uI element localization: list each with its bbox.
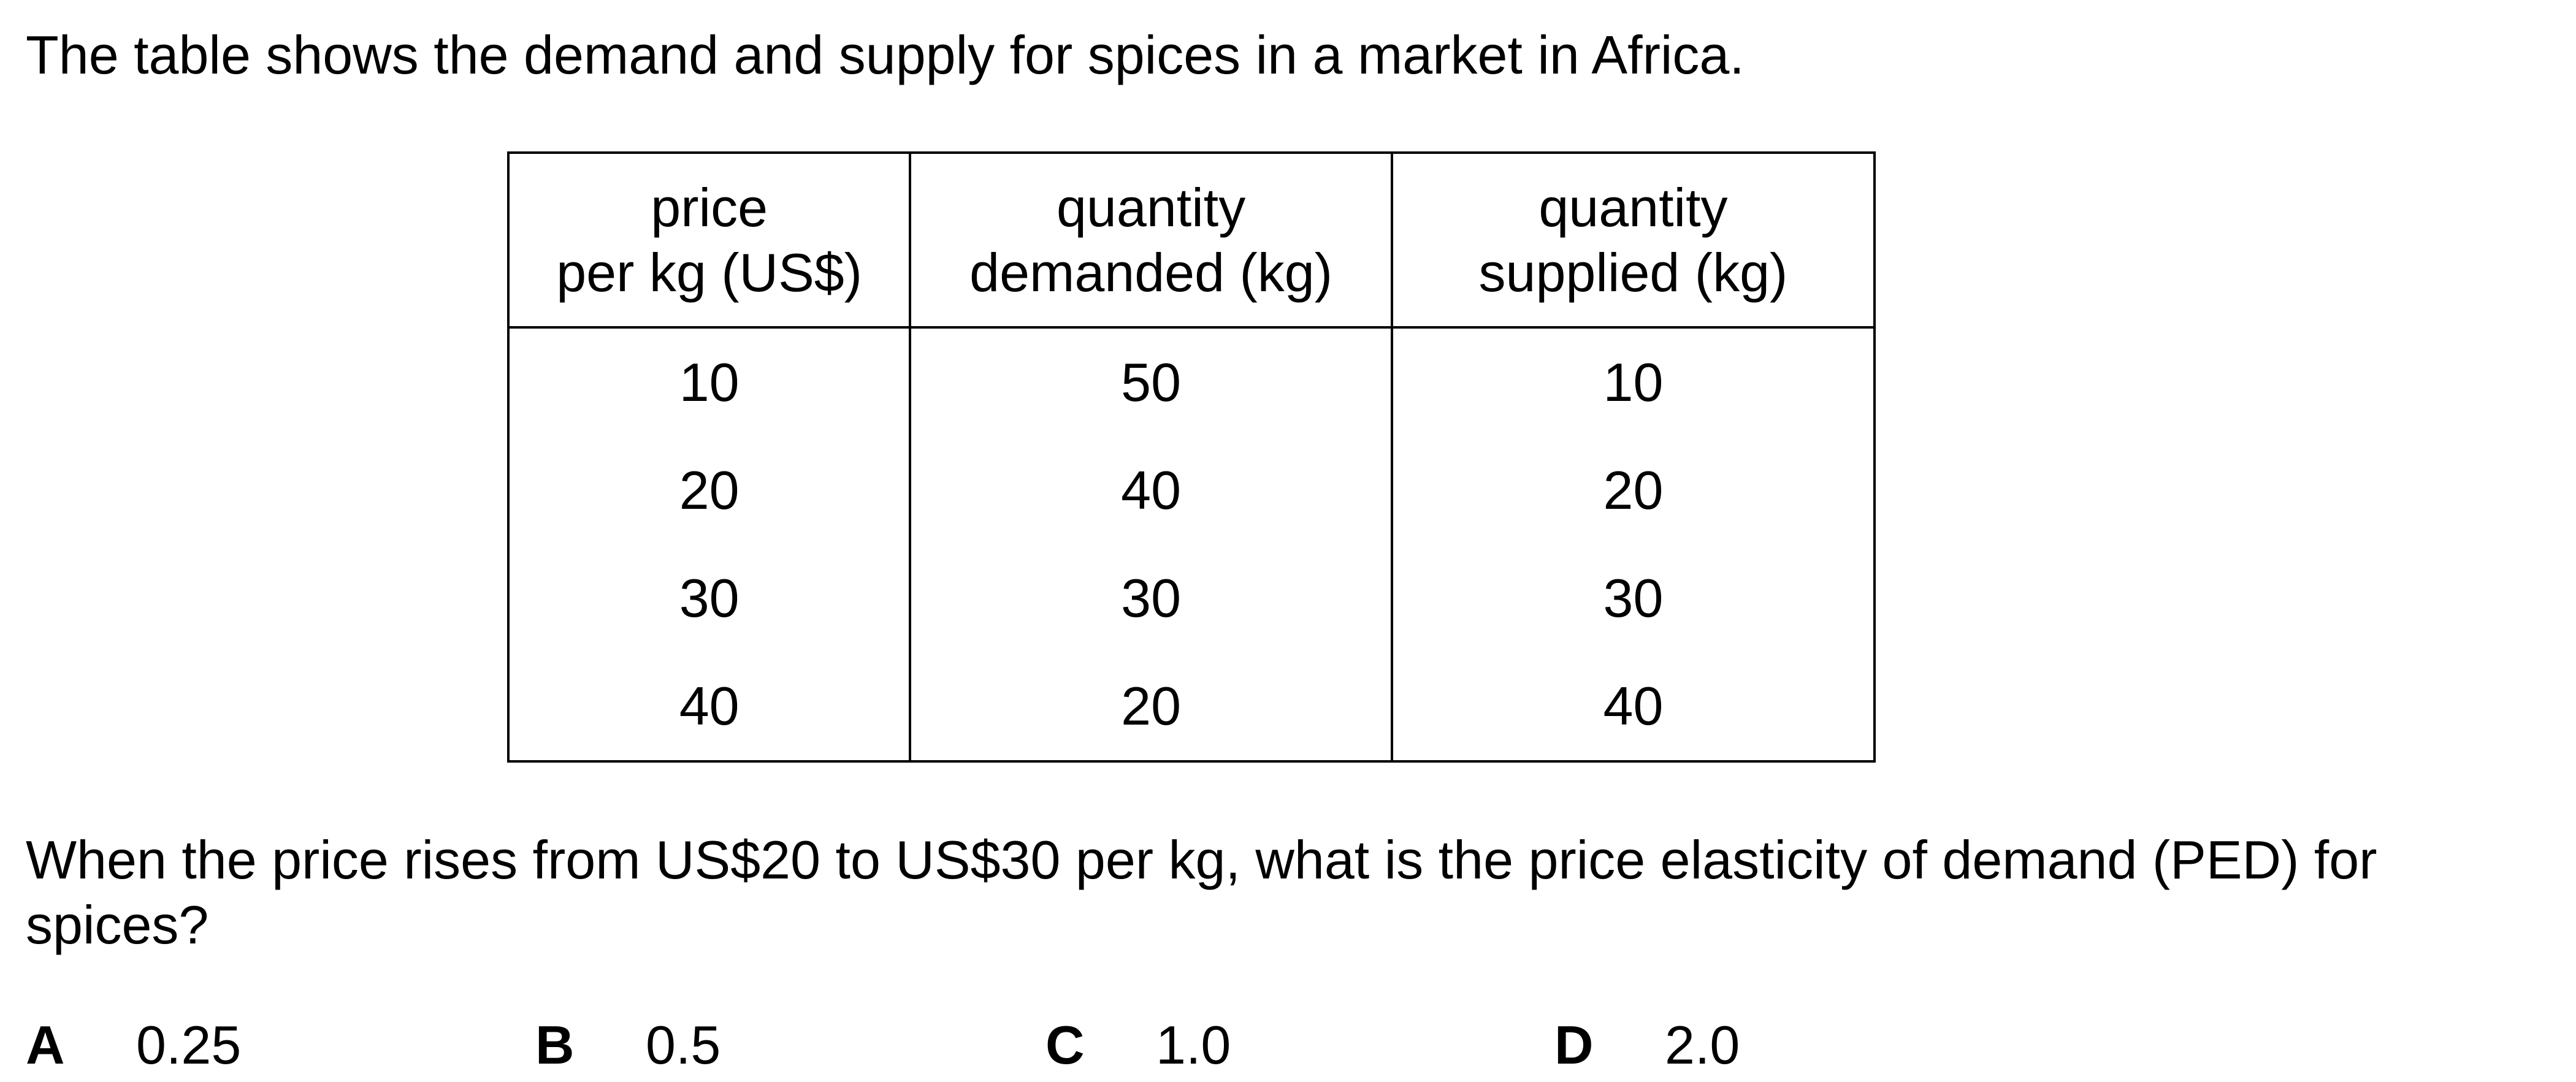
option-c-letter: C <box>1045 1015 1085 1075</box>
question-text: When the price rises from US$20 to US$30 per kg, what is the price elasticity of demand (PED) for spices? <box>26 829 2377 955</box>
header-quantity-demanded <box>910 153 1392 327</box>
demand-supply-table <box>507 151 1876 763</box>
option-d-letter: D <box>1554 1015 1594 1075</box>
cell-demanded: 40 <box>910 436 1392 544</box>
option-d[interactable] <box>1554 1015 1740 1076</box>
option-a-letter: A <box>26 1015 65 1075</box>
header-price <box>508 153 910 327</box>
header-price-line2: per kg (US$) <box>556 242 863 303</box>
header-supplied-line2: supplied (kg) <box>1478 242 1788 303</box>
cell-demanded: 30 <box>910 544 1392 652</box>
cell-demanded: 50 <box>910 327 1392 436</box>
option-b-value: 0.5 <box>646 1015 721 1075</box>
cell-supplied: 40 <box>1392 652 1875 761</box>
option-b-letter: B <box>535 1015 575 1075</box>
header-quantity-supplied <box>1392 153 1875 327</box>
option-b[interactable] <box>535 1015 721 1076</box>
option-c-value: 1.0 <box>1156 1015 1231 1075</box>
option-a[interactable] <box>26 1015 242 1076</box>
cell-demanded: 20 <box>910 652 1392 761</box>
cell-supplied: 30 <box>1392 544 1875 652</box>
intro-text: The table shows the demand and supply for spices in a market in Africa. <box>26 25 1745 85</box>
header-supplied-line1: quantity <box>1538 177 1728 238</box>
answer-options <box>0 1015 2576 1082</box>
cell-price: 30 <box>508 544 910 652</box>
header-price-line1: price <box>651 177 768 238</box>
table-row <box>508 436 1875 544</box>
header-demanded-line1: quantity <box>1056 177 1246 238</box>
cell-supplied: 20 <box>1392 436 1875 544</box>
table-row <box>508 327 1875 436</box>
table-row <box>508 652 1875 761</box>
cell-price: 20 <box>508 436 910 544</box>
option-c[interactable] <box>1045 1015 1231 1076</box>
option-a-value: 0.25 <box>136 1015 242 1075</box>
cell-price: 10 <box>508 327 910 436</box>
header-demanded-line2: demanded (kg) <box>969 242 1333 303</box>
option-d-value: 2.0 <box>1665 1015 1740 1075</box>
cell-supplied: 10 <box>1392 327 1875 436</box>
cell-price: 40 <box>508 652 910 761</box>
table-row <box>508 544 1875 652</box>
table-header-row <box>508 153 1875 327</box>
